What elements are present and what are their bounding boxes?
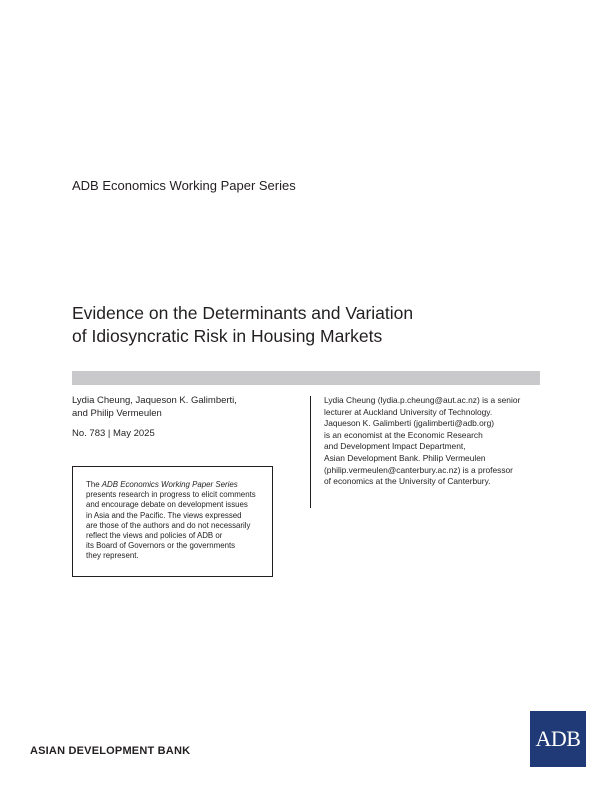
disclaimer-line: in Asia and the Pacific. The views expressed [86, 510, 242, 520]
disclaimer-line [86, 480, 264, 490]
bio-line: Asian Development Bank. Philip Vermeulen [324, 452, 486, 463]
disclaimer-line: are those of the authors and do not necessarily [86, 520, 251, 530]
disclaimer-line: its Board of Governors or the governments [86, 541, 236, 551]
bio-line: and Development Impact Department, [324, 441, 466, 452]
author-line-1: Lydia Cheung, Jaqueson K. Galimberti, [72, 395, 237, 406]
disclaimer-line: they represent. [86, 551, 139, 561]
author-bios [324, 395, 539, 488]
bio-line: of economics at the University of Canterbury. [324, 476, 491, 487]
column-divider [310, 396, 311, 508]
bio-line: Lydia Cheung (lydia.p.cheung@aut.ac.nz) is a senior [324, 395, 521, 405]
paper-title-line-1: Evidence on the Determinants and Variation [72, 303, 414, 323]
author-list [72, 395, 292, 420]
disclaimer-lead: The [86, 480, 102, 489]
disclaimer-series-name: ADB Economics Working Paper Series [101, 480, 238, 489]
disclaimer-line: reflect the views and policies of ADB or [86, 531, 223, 541]
issue-number-date: No. 783 | May 2025 [72, 428, 155, 439]
author-line-2: and Philip Vermeulen [72, 407, 162, 419]
disclaimer-box [72, 466, 273, 577]
bio-line: (philip.vermeulen@canterbury.ac.nz) is a professor [324, 464, 513, 475]
disclaimer-line: and encourage debate on development issues [86, 500, 248, 510]
paper-title-line-2: of Idiosyncratic Risk in Housing Markets [72, 326, 383, 346]
adb-logo: ADB [530, 711, 586, 767]
bio-line: Jaqueson K. Galimberti (jgalimberti@adb.org) [324, 418, 495, 429]
paper-title [72, 302, 413, 348]
bio-line: is an economist at the Economic Research [324, 429, 483, 440]
organization-name: ASIAN DEVELOPMENT BANK [30, 745, 191, 757]
title-divider-bar [72, 371, 540, 385]
bio-line: lecturer at Auckland University of Technology. [324, 406, 493, 417]
series-title: ADB Economics Working Paper Series [72, 178, 296, 193]
disclaimer-line: presents research in progress to elicit comments [86, 490, 256, 500]
